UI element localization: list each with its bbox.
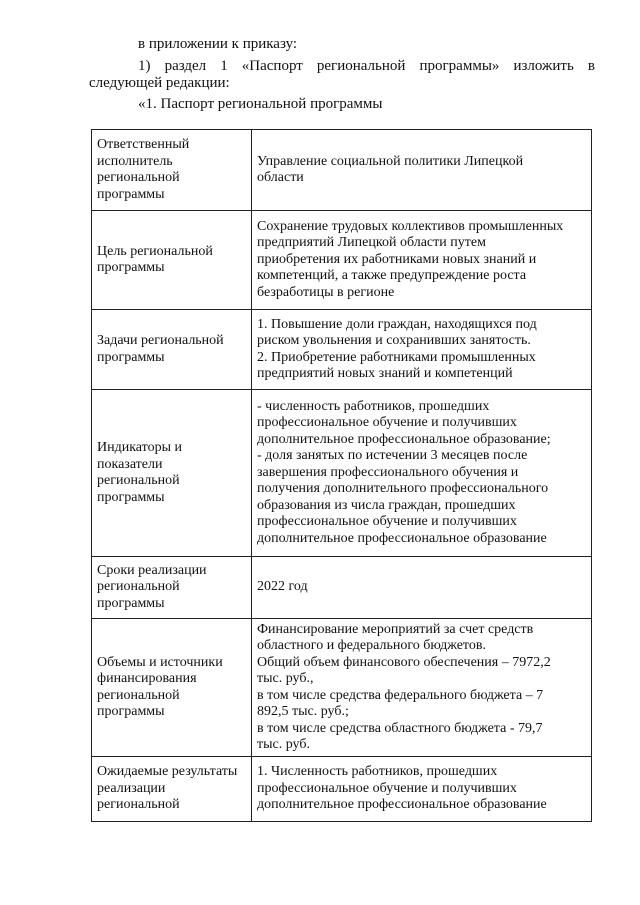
passport-value-line: профессиональное обучение и получивших (257, 780, 517, 796)
passport-value-cell (252, 130, 592, 211)
passport-label-line: показатели (97, 456, 163, 472)
passport-value-line: риском увольнения и сохранивших занятость. (257, 333, 531, 348)
passport-label-cell (92, 557, 252, 619)
passport-label-line: программы (97, 595, 165, 611)
passport-label-line: программы (97, 704, 165, 719)
passport-value-cell (252, 757, 592, 822)
passport-value-line: в том числе средства федерального бюджета – 7 (257, 687, 544, 703)
intro-line-2 (138, 57, 595, 75)
passport-value-line: образования из числа граждан, прошедших (257, 497, 516, 513)
passport-value-line: 1. Повышение доли граждан, находящихся под (257, 316, 537, 332)
passport-value-line: 2. Приобретение работниками промышленных (257, 349, 536, 365)
passport-value-line: областного и федерального бюджетов. (257, 638, 486, 653)
passport-row (92, 557, 592, 619)
passport-label-line: исполнитель (97, 153, 173, 169)
passport-label-cell (92, 310, 252, 390)
passport-value-line: компетенций, а также предупреждение роста (257, 268, 527, 284)
passport-label-line: Ожидаемые результаты (97, 764, 238, 780)
passport-value-line: - доля занятых по истечении 3 месяцев после (257, 448, 528, 464)
passport-label-cell (92, 211, 252, 310)
passport-label-line: программы (97, 489, 165, 505)
passport-value-line: профессиональное обучение и получивших (257, 514, 517, 530)
intro-word: программы» (419, 58, 500, 74)
passport-value-line: 892,5 тыс. руб.; (257, 704, 349, 719)
intro-word: в (587, 58, 595, 74)
passport-label-line: программы (97, 349, 165, 365)
passport-value-cell (252, 619, 592, 757)
passport-value-cell (252, 557, 592, 619)
passport-label-line: Сроки реализации (97, 562, 207, 578)
passport-value-line: области (257, 170, 304, 185)
passport-value-line: Сохранение трудовых коллективов промышленных (257, 218, 564, 234)
passport-row (92, 757, 592, 822)
passport-value-line: 1. Численность работников, прошедших (257, 764, 498, 780)
passport-value-line: 2022 год (257, 579, 308, 595)
passport-value-line: предприятий Липецкой области путем (257, 235, 486, 251)
passport-value-line: дополнительное профессиональное образование (257, 797, 547, 813)
passport-value-line: в том числе средства областного бюджета - 79,7 (257, 720, 543, 736)
passport-row (92, 211, 592, 310)
passport-label-line: Задачи региональной (97, 333, 224, 348)
passport-table (91, 129, 592, 822)
passport-label-cell (92, 390, 252, 557)
passport-value-line: Общий объем финансового обеспечения – 7972,2 (257, 654, 551, 670)
passport-label-cell (92, 130, 252, 211)
passport-value-line: получения дополнительного профессионального (257, 481, 549, 497)
passport-value-line: - численность работников, прошедших (257, 398, 490, 414)
passport-row (92, 619, 592, 757)
passport-label-line: Объемы и источники (97, 654, 223, 670)
passport-value-line: Управление социальной политики Липецкой (257, 153, 524, 169)
passport-value-cell (252, 211, 592, 310)
passport-value-line: предприятий новых знаний и компетенций (257, 366, 513, 381)
passport-label-line: Ответственный (97, 137, 190, 152)
passport-label-line: программы (97, 186, 165, 202)
intro-word: «Паспорт (241, 58, 303, 74)
intro-word: региональной (316, 58, 406, 74)
passport-label-line: региональной (97, 797, 180, 813)
passport-label-line: финансирования (97, 671, 197, 686)
passport-label-line: региональной (97, 687, 180, 703)
intro-line-3: следующей редакции: (89, 75, 230, 91)
passport-value-line: приобретения их работниками новых знаний и (257, 251, 537, 267)
passport-heading: «1. Паспорт региональной программы (138, 96, 383, 112)
passport-value-line: тыс. руб., (257, 671, 314, 686)
passport-label-line: реализации (97, 780, 166, 796)
passport-row (92, 390, 592, 557)
intro-word: 1 (220, 58, 228, 74)
intro-line-1: в приложении к приказу: (138, 36, 298, 52)
passport-value-line: профессиональное обучение и получивших (257, 415, 517, 431)
passport-row (92, 310, 592, 390)
intro-word: изложить (513, 58, 574, 74)
passport-label-line: Индикаторы и (97, 440, 182, 455)
passport-value-line: Финансирование мероприятий за счет средств (257, 621, 534, 637)
intro-word: раздел (164, 58, 207, 74)
passport-label-line: программы (97, 260, 165, 275)
passport-label-line: региональной (97, 579, 180, 595)
passport-value-line: безработицы в регионе (257, 284, 395, 300)
passport-value-cell (252, 390, 592, 557)
intro-word: 1) (138, 58, 151, 74)
passport-value-line: дополнительное профессиональное образование; (257, 431, 551, 447)
passport-label-cell (92, 619, 252, 757)
passport-value-cell (252, 310, 592, 390)
passport-label-line: Цель региональной (97, 243, 213, 259)
passport-value-line: дополнительное профессиональное образование (257, 530, 547, 546)
passport-label-line: региональной (97, 170, 180, 185)
passport-row (92, 130, 592, 211)
passport-label-line: региональной (97, 473, 180, 488)
passport-value-line: завершения профессионального обучения и (257, 464, 519, 480)
passport-label-cell (92, 757, 252, 822)
passport-value-line: тыс. руб. (257, 737, 310, 752)
